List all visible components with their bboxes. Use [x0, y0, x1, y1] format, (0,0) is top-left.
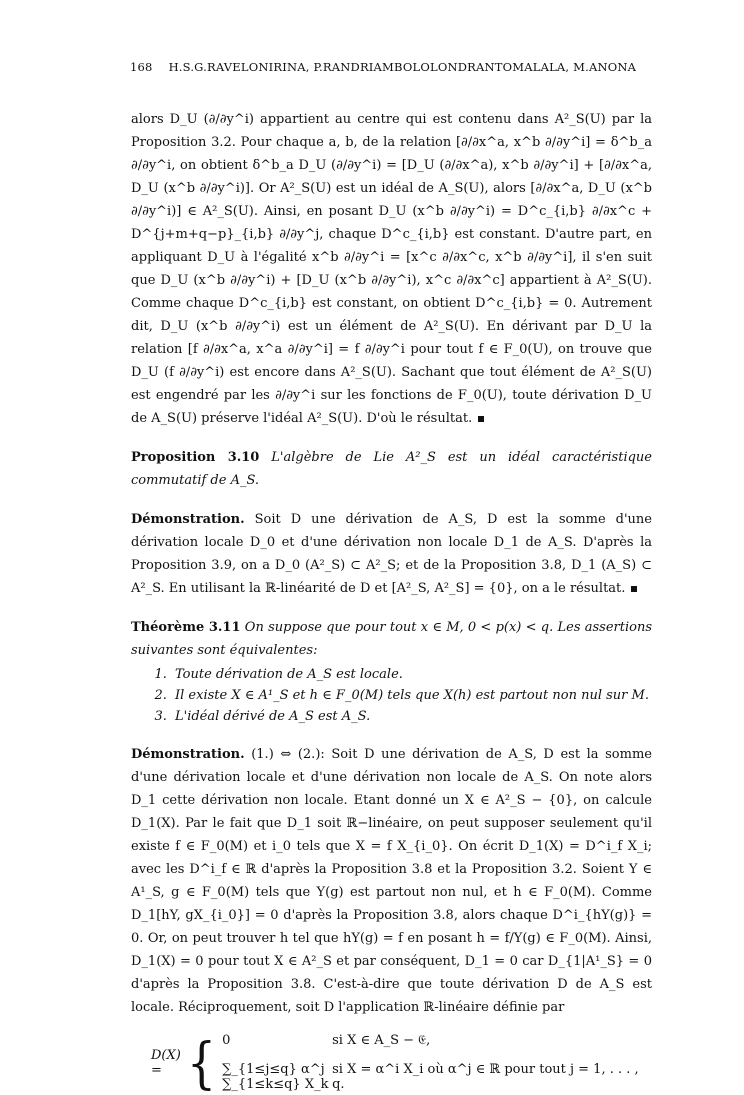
theorem-assertions	[131, 664, 652, 727]
equation-cases	[222, 1033, 652, 1092]
case-value: 0	[222, 1033, 231, 1048]
proposition-3-10	[131, 446, 652, 492]
demonstration-text: (1.) ⇔ (2.): Soit D une dérivation de A_S, D est la somme d'une dérivation locale et d'une dérivation non locale de A_S. On note alors D_1 cette dérivation non locale. Etant donné un X ∈ A²_S − {0}, on calcule D_1(X). Par le fait que D_1 soit ℝ−linéaire, on peut supposer seulement qu'il existe f ∈ F_0(M) et i_0 tels que X = f X_{i_0}. On écrit D_1(X) = D^i_f X_i; avec les D^i_f ∈ ℝ d'après la Proposition 3.8 et la Proposition 3.2. Soient Y ∈ A¹_S, g ∈ F_0(M) tels que Y(g) est partout non nul, et h ∈ F_0(M). Comme D_1[hY, gX_{i_0}] = 0 d'après la Proposition 3.8, alors chaque D^i_{hY(g)} = 0. Or, on peut trouver h tel que hY(g) = f en posant h = f/Y(g) ∈ F_0(M). Ainsi, D_1(X) = 0 pour tout X ∈ A²_S et par conséquent, D_1 = 0 car D_{1|A¹_S} = 0 d'après la Proposition 3.8. C'est-à-dire que toute dérivation D de A_S est locale. Réciproquement, soit D l'application ℝ-linéaire définie par	[131, 747, 652, 1015]
assertion-item: 2. Il existe X ∈ A¹_S et h ∈ F_0(M) tels que X(h) est partout non nul sur M.	[171, 685, 652, 706]
demonstration-label: Démonstration.	[131, 512, 245, 527]
running-head-authors: H.S.G.RAVELONIRINA, P.RANDRIAMBOLOLONDRANTOMALALA, M.ANONA	[168, 60, 637, 74]
theorem-3-11	[131, 616, 652, 727]
theorem-label: Théorème 3.11	[131, 620, 241, 635]
theorem-statement: On suppose que pour tout x ∈ M, 0 < p(x) < q. Les assertions suivantes sont équivalentes:	[131, 620, 652, 658]
proof-continuation	[131, 108, 652, 430]
assertion-item: 3. L'idéal dérivé de A_S est A_S.	[171, 706, 652, 727]
case-condition: si X = α^i X_i où α^j ∈ ℝ pour tout j = 1, . . . , q.	[332, 1062, 639, 1092]
case-value: ∑_{1≤j≤q} α^j ∑_{1≤k≤q} X_k	[222, 1062, 329, 1092]
demonstration-label: Démonstration.	[131, 747, 245, 762]
page-number: 168	[130, 60, 153, 74]
piecewise-equation	[151, 1030, 652, 1095]
demonstration-1	[131, 508, 652, 600]
equation-lhs: D(X) =	[151, 1047, 181, 1078]
case-condition: si X ∈ A_S − 𝔈,	[332, 1033, 431, 1048]
assertion-item: 1. Toute dérivation de A_S est locale.	[171, 664, 652, 685]
demonstration-2	[131, 743, 652, 1019]
running-header	[130, 60, 650, 78]
proof-continuation-text: alors D_U (∂/∂y^i) appartient au centre qui est contenu dans A²_S(U) par la Proposition 3.2. Pour chaque a, b, de la relation [∂/∂x^a, x^b ∂/∂y^i] = δ^b_a ∂/∂y^i, on obtient δ^b_a D_U (∂/∂y^i) = [D_U (∂/∂x^a), x^b ∂/∂y^i] + [∂/∂x^a, D_U (x^b ∂/∂y^i)]. Or A²_S(U) est un idéal de A_S(U), alors [∂/∂x^a, D_U (x^b ∂/∂y^i)] ∈ A²_S(U). Ainsi, en posant D_U (x^b ∂/∂y^i) = D^c_{i,b} ∂/∂x^c + D^{j+m+q−p}_{i,b} ∂/∂y^j, chaque D^c_{i,b} est constant. D'autre part, en appliquant D_U à l'égalité x^b ∂/∂y^i = [x^c ∂/∂x^c, x^b ∂/∂y^i], il s'en suit que D_U (x^b ∂/∂y^i) + [D_U (x^b ∂/∂y^i), x^c ∂/∂x^c] appartient à A²_S(U). Comme chaque D^c_{i,b} est constant, on obtient D^c_{i,b} = 0. Autrement dit, D_U (x^b ∂/∂y^i) est un élément de A²_S(U). En dérivant par D_U la relation [f ∂/∂x^a, x^a ∂/∂y^i] = f ∂/∂y^i pour tout f ∈ F_0(U), on trouve que D_U (f ∂/∂y^i) est encore dans A²_S(U). Sachant que tout élément de A²_S(U) est engendré par les ∂/∂y^i sur les fonctions de F_0(U), toute dérivation D_U de A_S(U) préserve l'idéal A²_S(U). D'où le résultat.	[131, 112, 652, 426]
page-body	[131, 108, 652, 1095]
qed-symbol	[478, 416, 484, 422]
proposition-label: Proposition 3.10	[131, 450, 260, 465]
proposition-statement: L'algèbre de Lie A²_S est un idéal caractéristique commutatif de A_S.	[131, 450, 652, 488]
demonstration-text: Soit D une dérivation de A_S, D est la somme d'une dérivation locale D_0 et d'une dérivation non locale D_1 de A_S. D'après la Proposition 3.9, on a D_0 (A²_S) ⊂ A²_S; et de la Proposition 3.8, D_1 (A_S) ⊂ A²_S. En utilisant la ℝ-linéarité de D et [A²_S, A²_S] = {0}, on a le résultat.	[131, 512, 652, 596]
left-brace: {	[186, 1030, 217, 1095]
qed-symbol	[631, 586, 637, 592]
